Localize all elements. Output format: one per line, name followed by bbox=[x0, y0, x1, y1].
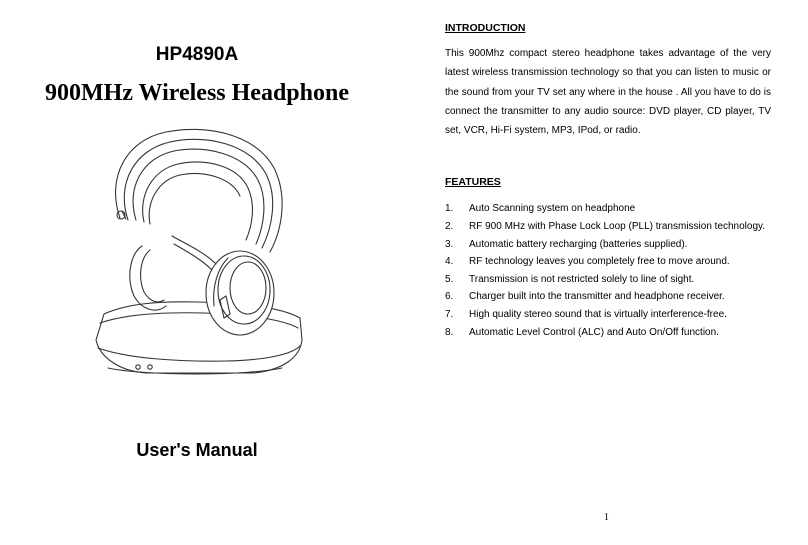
feature-number: 3. bbox=[445, 238, 454, 250]
feature-number: 6. bbox=[445, 291, 454, 303]
feature-text: Charger built into the transmitter and headphone receiver. bbox=[469, 291, 725, 303]
product-title: 900MHz Wireless Headphone bbox=[44, 80, 349, 106]
feature-number: 1. bbox=[445, 203, 454, 215]
manual-title: User's Manual bbox=[136, 440, 258, 460]
introduction-heading: INTRODUCTION bbox=[445, 22, 526, 34]
introduction-text: This 900Mhz compact stereo headphone takes advantage of the very latest wireless transmission technology so that you can listen to music or the sound from your TV set any where in the house . All you have to do is connect the transmitter to any audio source: DVD player, CD player, TV set, VCR, Hi-Fi system, MP3, IPod, or radio. bbox=[445, 48, 771, 137]
right-column bbox=[445, 22, 771, 341]
features-list bbox=[445, 200, 771, 341]
feature-text: RF 900 MHz with Phase Lock Loop (PLL) transmission technology. bbox=[469, 221, 766, 233]
feature-item bbox=[445, 253, 771, 271]
feature-item bbox=[445, 324, 771, 342]
feature-item bbox=[445, 236, 771, 254]
feature-item bbox=[445, 288, 771, 306]
feature-number: 7. bbox=[445, 309, 454, 321]
feature-text: RF technology leaves you completely free to move around. bbox=[469, 256, 730, 268]
feature-text: Transmission is not restricted solely to line of sight. bbox=[469, 273, 695, 285]
feature-number: 2. bbox=[445, 221, 454, 233]
feature-text: High quality stereo sound that is virtually interference-free. bbox=[469, 309, 727, 321]
feature-item bbox=[445, 200, 771, 218]
feature-item bbox=[445, 271, 771, 289]
feature-number: 8. bbox=[445, 326, 454, 338]
feature-item bbox=[445, 218, 771, 236]
model-number: HP4890A bbox=[155, 44, 239, 65]
feature-item bbox=[445, 306, 771, 324]
features-heading: FEATURES bbox=[445, 176, 501, 189]
feature-number: 5. bbox=[445, 273, 454, 285]
feature-text: Auto Scanning system on headphone bbox=[469, 203, 636, 215]
feature-text: Automatic battery recharging (batteries supplied). bbox=[469, 238, 688, 250]
feature-number: 4. bbox=[445, 256, 454, 268]
feature-text: Automatic Level Control (ALC) and Auto On/Off function. bbox=[469, 326, 719, 338]
page-number: 1 bbox=[604, 512, 609, 523]
headphone-illustration bbox=[86, 118, 326, 388]
